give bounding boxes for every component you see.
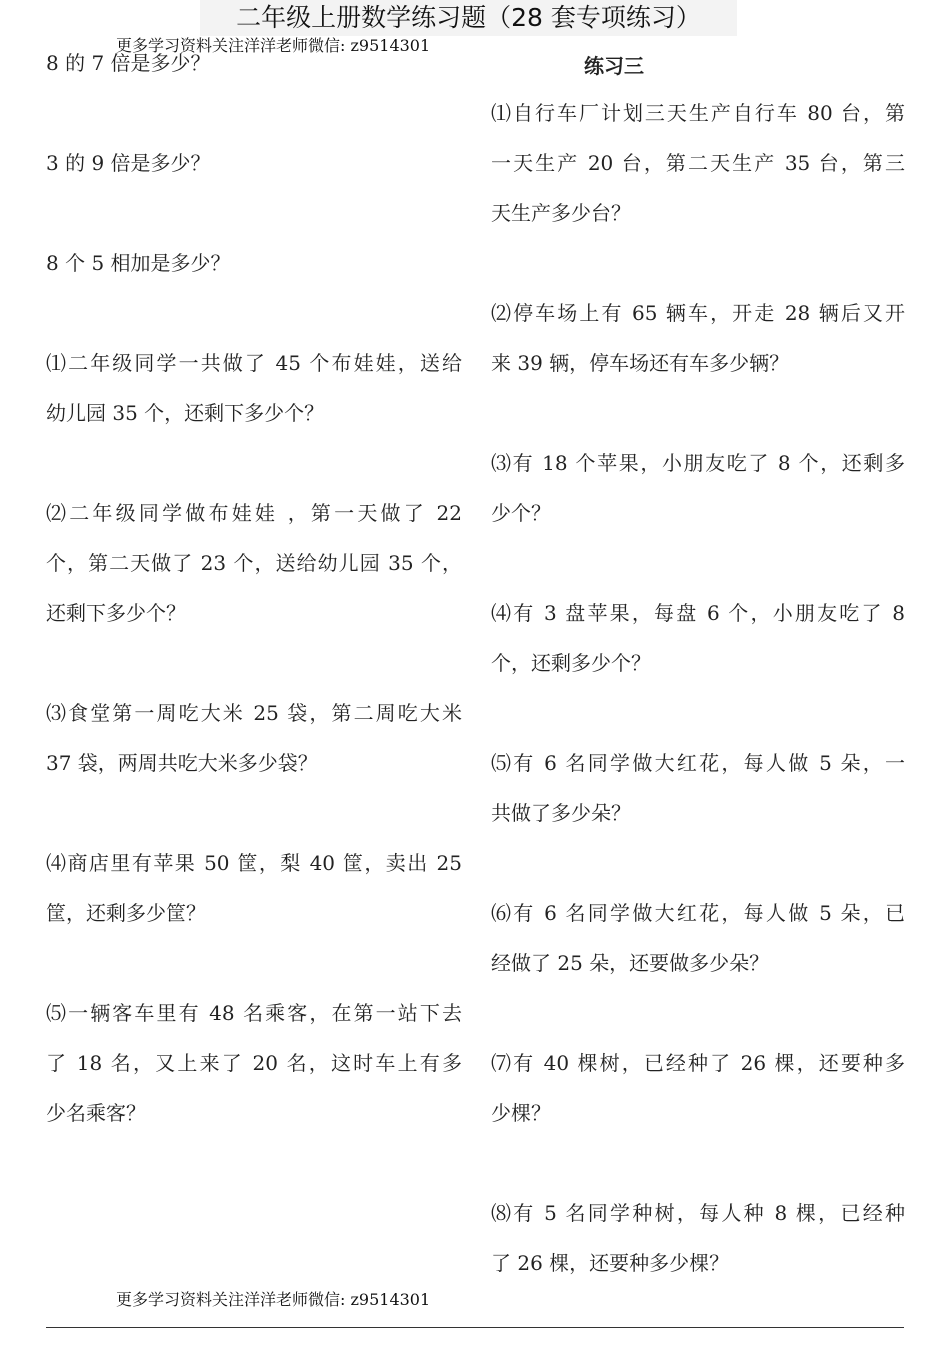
question-line: 共做了多少朵？ bbox=[491, 801, 631, 825]
question-line: ⑸一辆客车里有 48 名乘客，在第一站下去 bbox=[46, 1001, 462, 1025]
question-line: ⑷商店里有苹果 50 筐，梨 40 筐，卖出 25 bbox=[46, 851, 462, 875]
page-title: 二年级上册数学练习题（28 套专项练习） bbox=[236, 3, 701, 32]
question-line: 来 39 辆，停车场还有车多少辆？ bbox=[491, 351, 790, 375]
question-line: 8 的 7 倍是多少？ bbox=[46, 51, 211, 75]
question-line: ⑻有 5 名同学种树，每人种 8 棵，已经种 bbox=[491, 1201, 905, 1225]
question-line: 还剩下多少个？ bbox=[46, 601, 186, 625]
question-line: ⑵二年级同学做布娃娃 ，第一天做了 22 bbox=[46, 501, 462, 525]
question-line: ⑵停车场上有 65 辆车，开走 28 辆后又开 bbox=[491, 301, 905, 325]
question-line: 少个？ bbox=[491, 501, 551, 525]
question-line: 了 18 名，又上来了 20 名，这时车上有多 bbox=[46, 1051, 462, 1075]
question-line: 一天生产 20 台，第二天生产 35 台，第三 bbox=[491, 151, 905, 175]
question-line: ⑸有 6 名同学做大红花，每人做 5 朵，一 bbox=[491, 751, 905, 775]
section-title: 练习三 bbox=[584, 54, 644, 78]
watermark-bottom: 更多学习资料关注洋洋老师微信: z9514301 bbox=[116, 1290, 431, 1309]
question-line: ⑹有 6 名同学做大红花，每人做 5 朵，已 bbox=[491, 901, 905, 925]
footer-divider bbox=[46, 1327, 904, 1328]
question-line: ⑷有 3 盘苹果，每盘 6 个，小朋友吃了 8 bbox=[491, 601, 905, 625]
question-line: 个，还剩多少个？ bbox=[491, 651, 651, 675]
question-line: 经做了 25 朵，还要做多少朵？ bbox=[491, 951, 770, 975]
question-line: 筐，还剩多少筐？ bbox=[46, 901, 206, 925]
question-line: ⑺有 40 棵树，已经种了 26 棵，还要种多 bbox=[491, 1051, 905, 1075]
page-title-banner bbox=[200, 0, 737, 36]
question-line: 了 26 棵，还要种多少棵？ bbox=[491, 1251, 730, 1275]
question-line: 少棵？ bbox=[491, 1101, 551, 1125]
question-line: ⑴自行车厂计划三天生产自行车 80 台，第 bbox=[491, 101, 905, 125]
question-line: 个，第二天做了 23 个，送给幼儿园 35 个， bbox=[46, 551, 462, 575]
question-line: 幼儿园 35 个，还剩下多少个？ bbox=[46, 401, 325, 425]
question-line: ⑶食堂第一周吃大米 25 袋，第二周吃大米 bbox=[46, 701, 462, 725]
watermark-top: 更多学习资料关注洋洋老师微信: z9514301 bbox=[116, 36, 431, 55]
question-line: ⑴二年级同学一共做了 45 个布娃娃，送给 bbox=[46, 351, 462, 375]
question-line: 天生产多少台？ bbox=[491, 201, 631, 225]
question-line: 少名乘客？ bbox=[46, 1101, 146, 1125]
question-line: ⑶有 18 个苹果，小朋友吃了 8 个，还剩多 bbox=[491, 451, 905, 475]
question-line: 8 个 5 相加是多少？ bbox=[46, 251, 231, 275]
question-line: 37 袋，两周共吃大米多少袋？ bbox=[46, 751, 318, 775]
question-line: 3 的 9 倍是多少？ bbox=[46, 151, 211, 175]
